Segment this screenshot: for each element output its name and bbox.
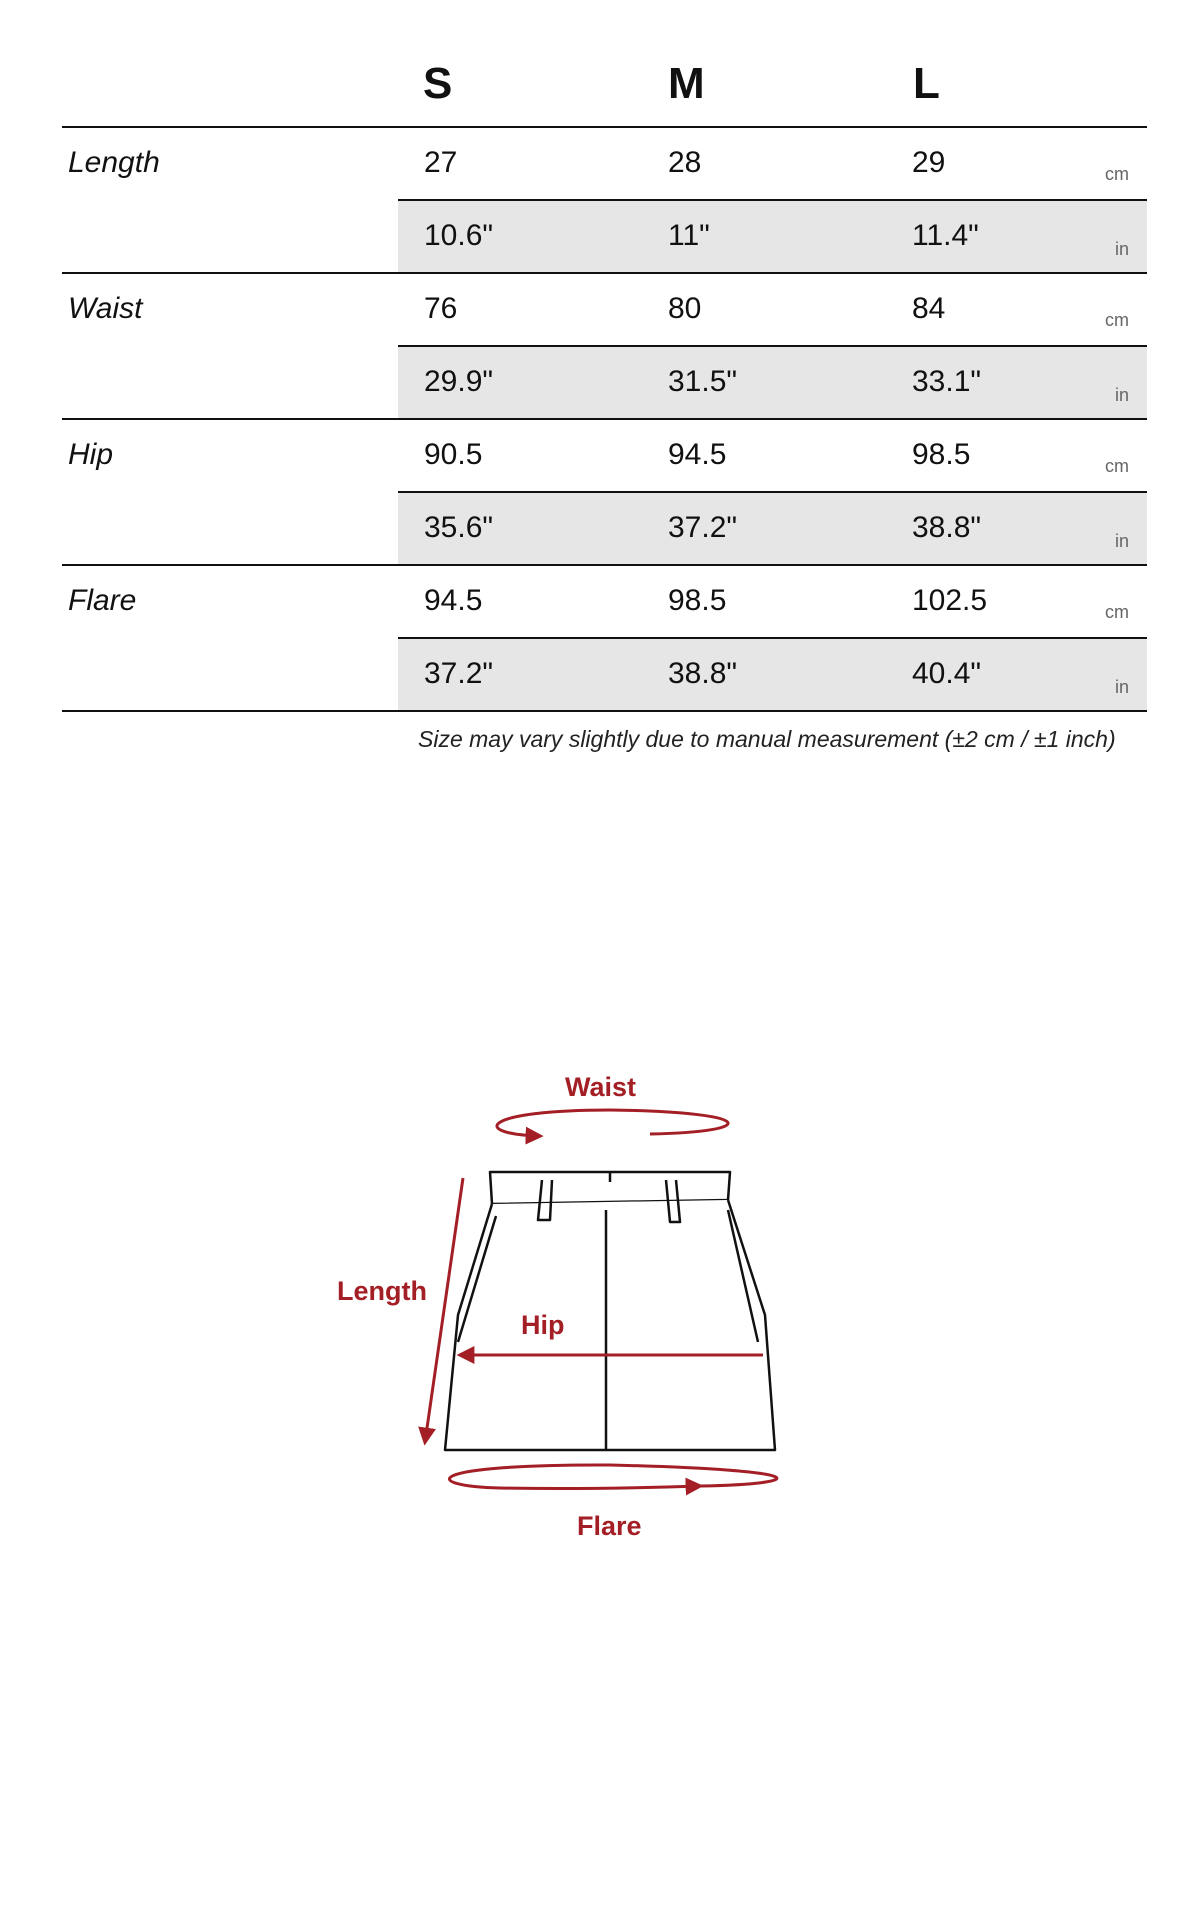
unit-cm: cm <box>1105 602 1129 622</box>
cm-row <box>398 274 1147 345</box>
unit-cm: cm <box>1105 310 1129 330</box>
flare-arrow <box>449 1465 776 1488</box>
cell-s-cm: 94.5 <box>424 584 483 617</box>
unit-cm: cm <box>1105 456 1129 476</box>
measurement-label: Hip <box>68 438 114 471</box>
inch-row <box>398 491 1147 564</box>
cell-m-cm: 80 <box>668 292 702 325</box>
cm-row <box>398 566 1147 637</box>
cell-m-cm: 94.5 <box>668 438 727 471</box>
cell-l-cm: 102.5 <box>912 584 988 617</box>
measurement-group-hip <box>62 418 1147 564</box>
cm-row <box>398 420 1147 491</box>
size-table <box>62 126 1147 712</box>
unit-in: in <box>1114 239 1129 259</box>
cell-l-cm: 29 <box>912 146 946 179</box>
cell-s-in: 35.6" <box>424 511 494 544</box>
cell-l-in: 33.1" <box>912 365 982 398</box>
cell-l-cm: 98.5 <box>912 438 971 471</box>
inch-row <box>398 199 1147 272</box>
cell-s-cm: 76 <box>424 292 458 325</box>
cell-s-in: 10.6" <box>424 219 494 252</box>
measurement-label: Waist <box>68 292 143 325</box>
cell-s-in: 37.2" <box>424 657 494 690</box>
cell-s-cm: 90.5 <box>424 438 483 471</box>
unit-cm: cm <box>1105 164 1129 184</box>
waist-label: Waist <box>565 1072 637 1102</box>
measurement-note: Size may vary slightly due to manual measurement (±2 cm / ±1 inch) <box>418 726 1116 752</box>
size-header-s: S <box>423 59 453 108</box>
measurement-group-waist <box>62 272 1147 418</box>
cell-s-cm: 27 <box>424 146 458 179</box>
cell-s-in: 29.9" <box>424 365 494 398</box>
inch-row <box>398 345 1147 418</box>
flare-label: Flare <box>577 1511 642 1541</box>
cell-l-in: 11.4" <box>912 219 979 252</box>
measurement-label: Flare <box>68 584 137 617</box>
measurement-label: Length <box>68 146 160 179</box>
cell-m-cm: 98.5 <box>668 584 727 617</box>
unit-in: in <box>1114 677 1129 697</box>
length-label: Length <box>337 1276 427 1306</box>
cell-l-in: 38.8" <box>912 511 982 544</box>
unit-in: in <box>1114 531 1129 551</box>
waist-arrow <box>497 1110 728 1136</box>
measurement-group-flare <box>62 564 1147 712</box>
size-header-l: L <box>913 59 940 108</box>
measurement-group-length <box>62 126 1147 272</box>
hip-label: Hip <box>521 1310 565 1340</box>
cell-m-in: 38.8" <box>668 657 738 690</box>
cell-m-in: 31.5" <box>668 365 738 398</box>
skirt-measurement-diagram <box>0 1050 1200 1570</box>
size-header-m: M <box>668 59 705 108</box>
cell-l-cm: 84 <box>912 292 946 325</box>
cm-row <box>398 128 1147 199</box>
skirt-outline <box>445 1172 775 1450</box>
cell-m-in: 11" <box>668 219 710 252</box>
cell-l-in: 40.4" <box>912 657 982 690</box>
inch-row <box>398 637 1147 710</box>
cell-m-cm: 28 <box>668 146 702 179</box>
cell-m-in: 37.2" <box>668 511 738 544</box>
unit-in: in <box>1114 385 1129 405</box>
